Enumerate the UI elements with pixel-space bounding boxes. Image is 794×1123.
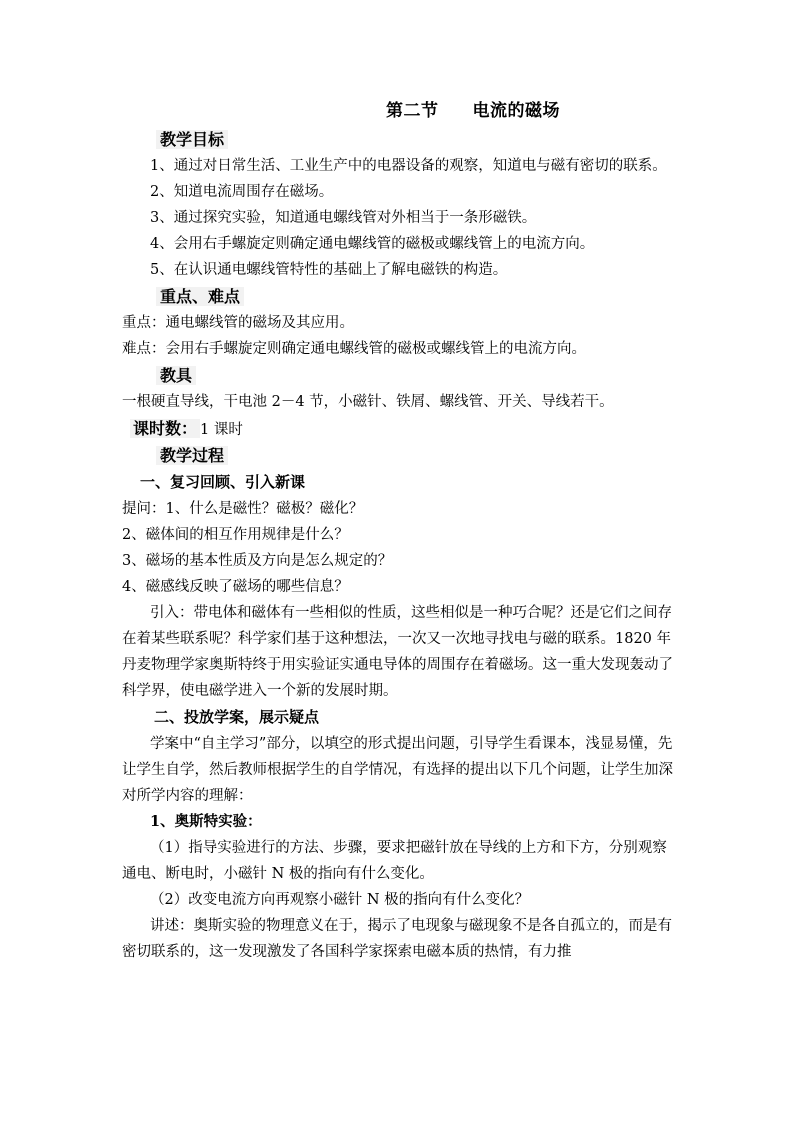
heading-process: 教学过程 <box>122 442 674 469</box>
review-question: 提问：1、什么是磁性？磁极？磁化？ <box>122 501 364 517</box>
goal-item: 2、知道电流周围存在磁场。 <box>150 184 334 200</box>
intro-paragraph: 引入：带电体和磁体有一些相似的性质，这些相似是一种巧合呢？还是它们之间存在着某些联系呢？科学家们基于这种想法，一次又一次地寻找电与磁的联系。1820 年丹麦物理学家奥斯特终于用实验证实通电导体的周围存在着磁场。这一重大发现轰动了科学界，使电磁学进入一个新的发展时期。 <box>122 605 673 699</box>
title-section: 第二节 <box>386 101 439 121</box>
part2-text: 学案中“自主学习”部分，以填空的形式提出问题，引导学生看课本，浅显易懂，先让学生自学，然后教师根据学生的自学情况，有选择的提出以下几个问题，让学生加深对所学内容的理解： <box>122 736 673 804</box>
review-question: 4、磁感线反映了磁场的哪些信息？ <box>122 579 349 595</box>
part2-heading: 二、投放学案，展示疑点 <box>154 708 320 726</box>
goal-item: 1、通过对日常生活、工业生产中的电器设备的观察，知道电与磁有密切的联系。 <box>150 158 667 174</box>
experiment-item: （1）指导实验进行的方法、步骤，要求把磁针放在导线的上方和下方，分别观察通电、断电时，小磁针 N 极的指向有什么变化。 <box>122 840 667 882</box>
goal-item: 4、会用右手螺旋定则确定通电螺线管的磁极或螺线管上的电流方向。 <box>150 236 595 252</box>
review-question: 2、磁体间的相互作用规律是什么？ <box>122 527 349 543</box>
goal-item: 3、通过探究实验，知道通电螺线管对外相当于一条形磁铁。 <box>150 210 537 226</box>
page-title <box>272 96 674 126</box>
heading-goals: 教学目标 <box>122 126 674 153</box>
explain-paragraph: 讲述：奥斯实验的物理意义在于，揭示了电现象与磁现象不是各自孤立的，而是有密切联系的，这一发现激发了各国科学家探索电磁本质的热情，有力推 <box>122 918 672 960</box>
title-name: 电流的磁场 <box>472 101 560 121</box>
tools-text: 一根硬直导线，干电池 2－4 节，小磁针、铁屑、螺线管、开关、导线若干。 <box>122 394 614 410</box>
key-point: 重点：通电螺线管的磁场及其应用。 <box>122 315 354 331</box>
class-hours: 课时数： 1 课时 <box>122 415 674 442</box>
experiment-item: （2）改变电流方向再观察小磁针 N 极的指向有什么变化？ <box>150 892 530 908</box>
goal-item: 5、在认识通电螺线管特性的基础上了解电磁铁的构造。 <box>150 262 508 278</box>
review-question: 3、磁场的基本性质及方向是怎么规定的？ <box>122 553 393 569</box>
part1-heading: 一、复习回顾、引入新课 <box>140 473 306 491</box>
heading-tools: 教具 <box>122 362 674 389</box>
heading-key-points: 重点、难点 <box>122 283 674 310</box>
experiment-title: 1、奥斯特实验： <box>150 813 262 830</box>
difficult-point: 难点：会用右手螺旋定则确定通电螺线管的磁极或螺线管上的电流方向。 <box>122 341 586 357</box>
